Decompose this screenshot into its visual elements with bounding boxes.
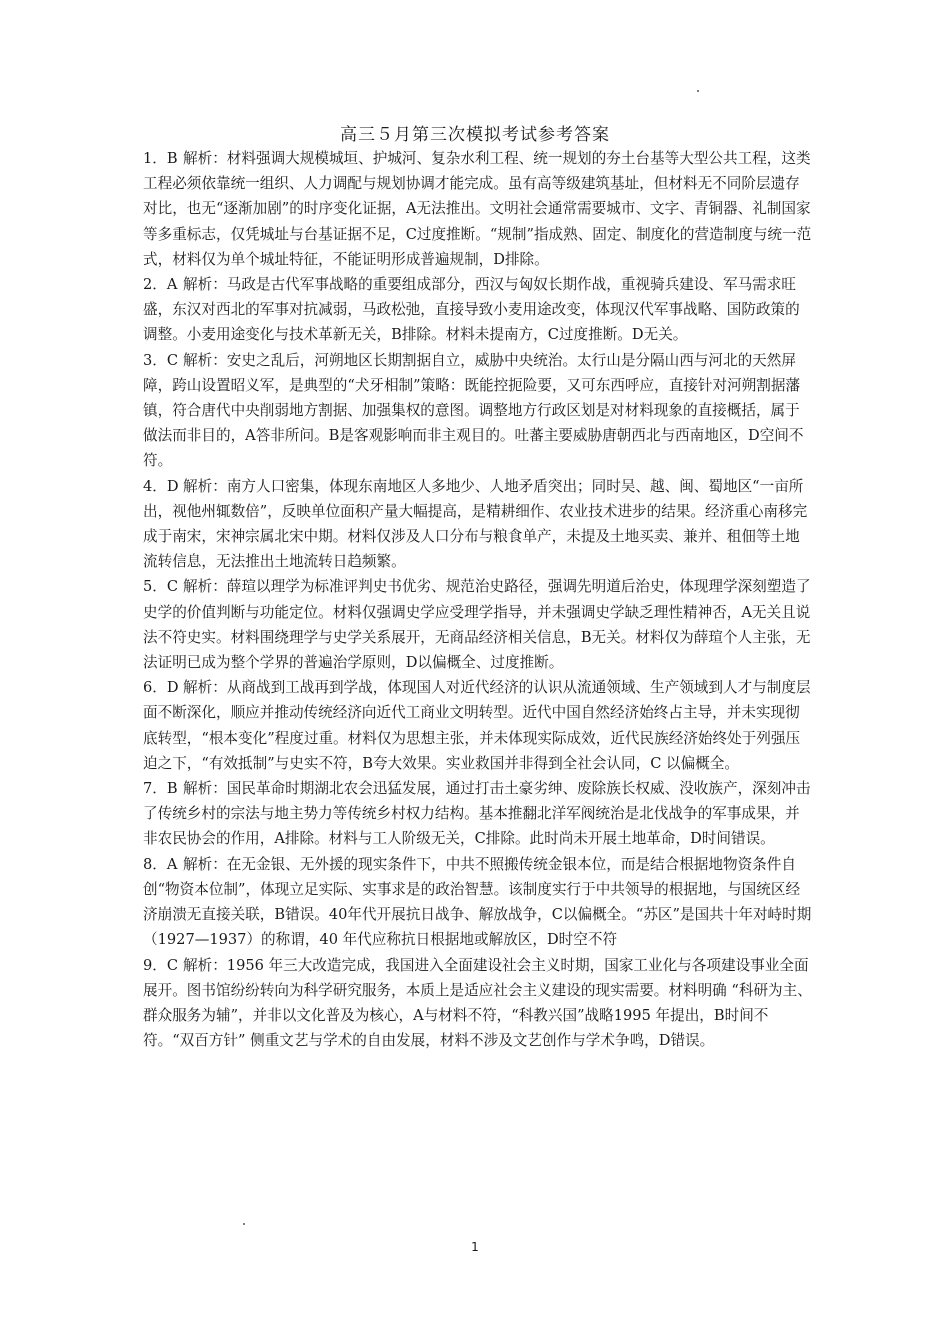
answer-item-6 xyxy=(143,675,813,776)
answer-number: 4．D xyxy=(143,477,179,495)
answer-item-9 xyxy=(143,953,813,1054)
page-title: 高三５月第三次模拟考试参考答案 xyxy=(340,125,610,145)
scan-speck xyxy=(243,1223,245,1225)
answer-item-3 xyxy=(143,348,813,474)
answer-explanation: 解析：安史之乱后，河朔地区长期割据自立，威胁中央统治。太行山是分隔山西与河北的天然屏障，跨山设置昭义军，是典型的“犬牙相制”策略：既能控扼险要，又可东西呼应，直接针对河朔割据藩镇，符合唐代中央削弱地方割据、加强集权的意图。调整地方行政区划是对材料现象的直接概括，属于做法而非目的，A答非所问。B是客观影响而非主观目的。吐蕃主要威胁唐朝西北与西南地区，D空间不符。 xyxy=(143,351,804,470)
answer-explanation: 解析：薛瑄以理学为标准评判史书优劣、规范治史路径，强调先明道后治史，体现理学深刻塑造了史学的价值判断与功能定位。材料仅强调史学应受理学指导，并未强调史学缺乏理性精神否，A无关且说法不符史实。材料围绕理学与史学关系展开，无商品经济相关信息，B无关。材料仅为薛瑄个人主张，无法证明已成为整个学界的普遍治学原则，D以偏概全、过度推断。 xyxy=(143,578,811,672)
answer-number: 1．B xyxy=(143,150,178,167)
answer-item-8 xyxy=(143,852,813,953)
answer-explanation: 解析：材料强调大规模城垣、护城河、复杂水利工程、统一规划的夯土台基等大型公共工程，这类工程必须依靠统一组织、人力调配与规划协调才能完成。虽有高等级建筑基址，但材料无不同阶层遗存对比，也无“逐渐加剧”的时序变化证据，A无法推出。文明社会通常需要城市、文字、青铜器、礼制国家等多重标志，仅凭城址与台基证据不足，C过度推断。“规制”指成熟、固定、制度化的营造制度与统一范式，材料仅为单个城址特征，不能证明形成普遍规制，D排除。 xyxy=(143,150,812,268)
page-number: 1 xyxy=(471,1240,479,1254)
answer-number: 8．A xyxy=(143,855,178,873)
answer-number: 6．D xyxy=(143,679,179,697)
answer-item-7 xyxy=(143,776,813,852)
answer-explanation: 解析：从商战到工战再到学战，体现国人对近代经济的认识从流通领域、生产领域到人才与制度层面不断深化，顺应并推动传统经济向近代工商业文明转型。近代中国自然经济始终占主导，并未实现彻底转型，“根本变化”程度过重。材料仅为思想主张，并未体现实际成效，近代民族经济始终处于列强压迫之下，“有效抵制”与史实不符，B夸大效果。实业救国并非得到全社会认同，C 以偏概全。 xyxy=(143,679,811,772)
answer-item-4 xyxy=(143,474,813,575)
answer-number: 5．C xyxy=(143,578,179,596)
answer-list xyxy=(143,146,813,1053)
answer-item-1 xyxy=(143,146,813,272)
answer-number: 9．C xyxy=(143,956,179,974)
scan-speck xyxy=(697,90,699,92)
answer-explanation: 解析：1956 年三大改造完成，我国进入全面建设社会主义时期，国家工业化与各项建设事业全面展开。图书馆纷纷转向为科学研究服务，本质上是适应社会主义建设的现实需要。材料明确 “科研为主、群众服务为辅”，并非以文化普及为核心，A与材料不符，“科教兴国”战略1995 年提出，B时间不符。“双百方针” 侧重文艺与学术的自由发展，材料不涉及文艺创作与学术争鸣，D错误。 xyxy=(143,956,812,1050)
answer-number: 2．A xyxy=(143,276,178,294)
answer-explanation: 解析：国民革命时期湖北农会迅猛发展，通过打击土豪劣绅、废除族长权威、没收族产，深刻冲击了传统乡村的宗法与地主势力等传统乡村权力结构。基本推翻北洋军阀统治是北伐战争的军事成果，并非农民协会的作用，A排除。材料与工人阶级无关，C排除。此时尚未开展土地革命，D时间错误。 xyxy=(143,780,811,848)
answer-explanation: 解析：南方人口密集，体现东南地区人多地少、人地矛盾突出；同时吴、越、闽、蜀地区“一亩所出，视他州辄数倍”，反映单位面积产量大幅提高，是精耕细作、农业技术进步的结果。经济重心南移完成于南宋，宋神宗属北宋中期。材料仅涉及人口分布与粮食单产，未提及土地买卖、兼并、租佃等土地流转信息，无法推出土地流转日趋频繁。 xyxy=(143,477,808,571)
answer-explanation: 解析：马政是古代军事战略的重要组成部分，西汉与匈奴长期作战，重视骑兵建设、军马需求旺盛，东汉对西北的军事对抗减弱，马政松弛，直接导致小麦用途改变，体现汉代军事战略、国防政策的调整。小麦用途变化与技术革新无关，B排除。材料未提南方，C过度推断。D无关。 xyxy=(143,276,800,344)
answer-explanation: 解析：在无金银、无外援的现实条件下，中共不照搬传统金银本位，而是结合根据地物资条件自创“物资本位制”，体现立足实际、实事求是的政治智慧。该制度实行于中共领导的根据地，与国统区经济崩溃无直接关联，B错误。40年代开展抗日战争、解放战争，C以偏概全。“苏区”是国共十年对峙时期（1927—1937）的称谓，40 年代应称抗日根据地或解放区，D时空不符 xyxy=(143,855,812,949)
answer-item-5 xyxy=(143,574,813,675)
answer-number: 7．B xyxy=(143,780,178,798)
answer-item-2 xyxy=(143,272,813,348)
answer-number: 3．C xyxy=(143,351,179,369)
